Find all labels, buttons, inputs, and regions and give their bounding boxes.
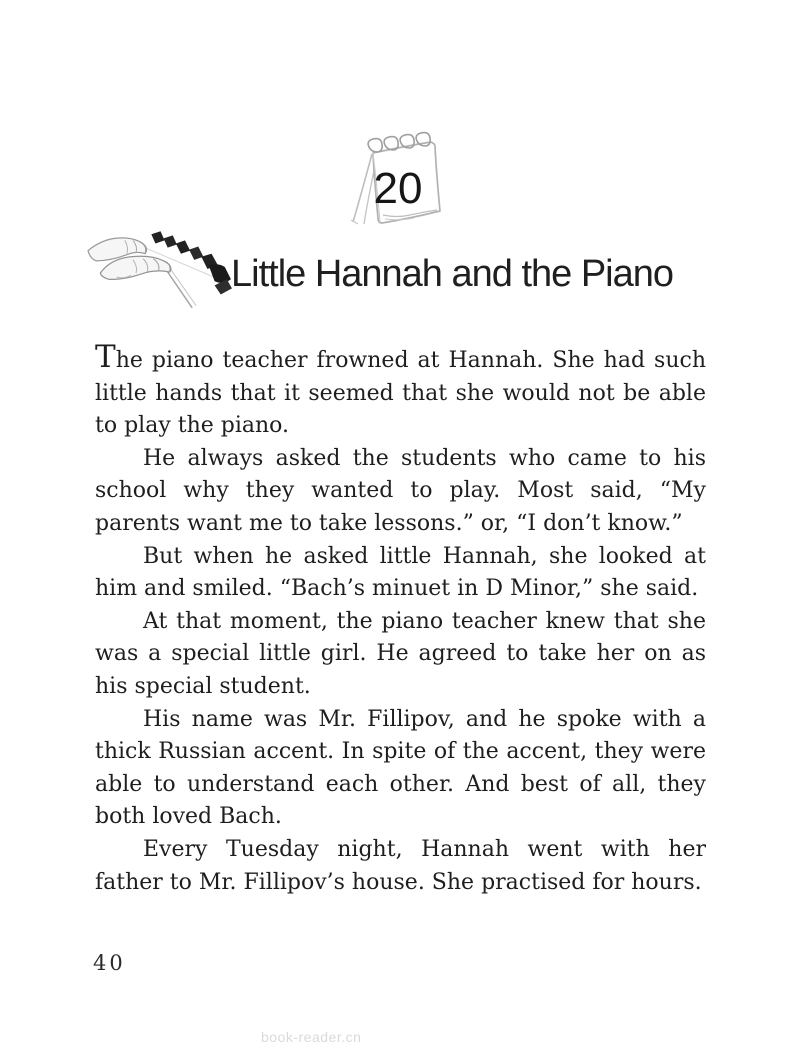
story-paragraph: He always asked the students who came to his school why they wanted to play. Most said, “My parents want me to take lessons.” or, “I don’t know.” [95, 445, 706, 536]
piano-hands-illustration [86, 228, 234, 310]
story-paragraph: His name was Mr. Fillipov, and he spoke with a thick Russian accent. In spite of the accent, they were able to understand each other. And best of all, they both loved Bach. [95, 706, 706, 830]
story-text [95, 339, 706, 899]
story-paragraph: Every Tuesday night, Hannah went with her father to Mr. Fillipov’s house. She practised for hours. [95, 836, 706, 895]
chapter-number: 20 [373, 164, 423, 213]
watermark-text: book-reader.cn [261, 1029, 362, 1045]
page-number: 40 [93, 951, 126, 975]
story-paragraph: At that moment, the piano teacher knew that she was a special little girl. He agreed to take her on as his special student. [95, 608, 706, 699]
story-paragraph: But when he asked little Hannah, she looked at him and smiled. “Bach’s minuet in D Minor,” she said. [95, 543, 706, 602]
chapter-calendar-icon [342, 124, 460, 239]
story-paragraph: The piano teacher frowned at Hannah. She had such little hands that it seemed that she would not be able to play the piano. [95, 339, 706, 439]
chapter-title: Little Hannah and the Piano [231, 253, 674, 295]
